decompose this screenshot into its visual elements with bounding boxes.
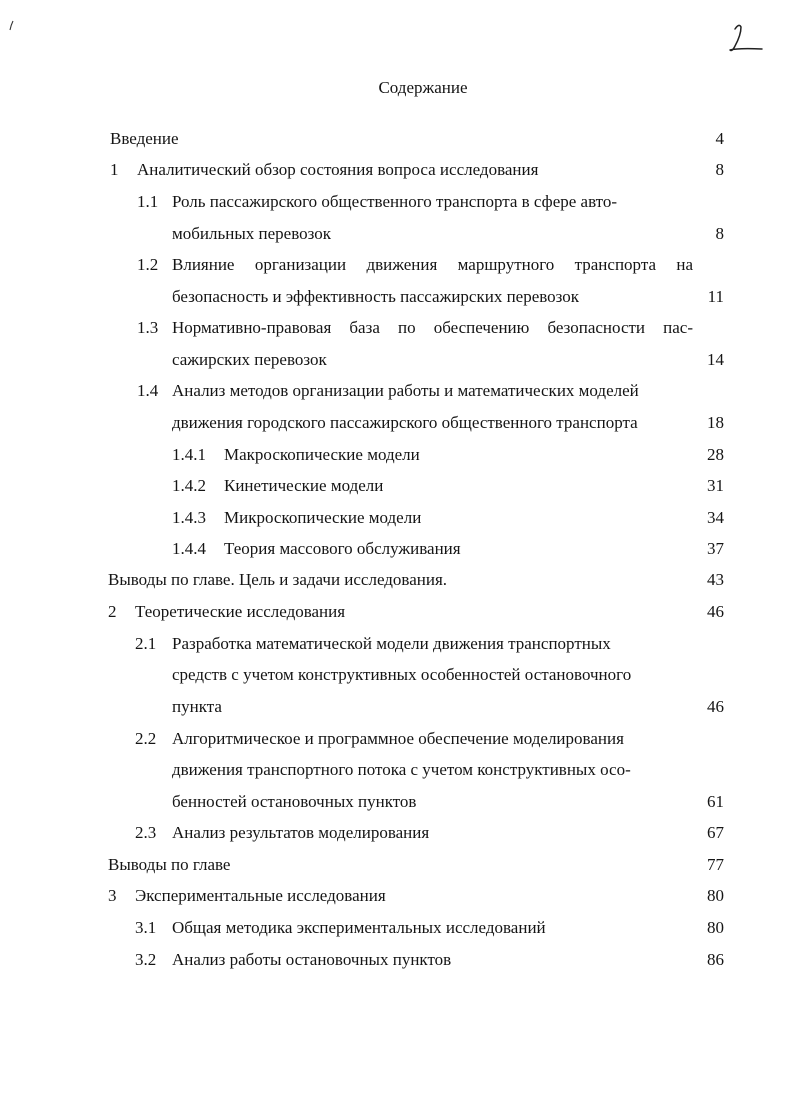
toc-entry-subsection-1-4-2 <box>0 474 798 498</box>
entry-page-number: 86 <box>707 950 724 969</box>
entry-title-line-3: бенностей остановочных пунктов <box>172 792 417 811</box>
entry-page-number: 61 <box>707 792 724 811</box>
toc-entry-section-1-1-continued <box>0 222 798 246</box>
toc-entry-section-2-2-continued-2 <box>0 790 798 814</box>
entry-title: Экспериментальные исследования <box>135 886 386 905</box>
entry-page-number: 77 <box>707 855 724 874</box>
entry-number: 2.2 <box>135 729 157 748</box>
entry-page-number: 37 <box>707 539 724 558</box>
toc-title: Содержание <box>378 78 468 97</box>
entry-page-number: 8 <box>715 224 724 243</box>
entry-page-number: 28 <box>707 445 724 464</box>
toc-entry-introduction <box>0 127 798 151</box>
entry-number: 2 <box>108 602 117 621</box>
entry-number: 1.2 <box>137 255 159 274</box>
entry-number: 1.4 <box>137 381 159 400</box>
toc-entry-section-1-3-continued <box>0 348 798 372</box>
entry-page-number: 46 <box>707 697 724 716</box>
toc-entry-section-1-4-continued <box>0 411 798 435</box>
toc-entry-section-2-1-continued-2 <box>0 695 798 719</box>
entry-title-line-1: Анализ методов организации работы и математических моделей <box>172 381 639 400</box>
toc-entry-section-2-1-continued <box>0 663 798 687</box>
entry-title: Общая методика экспериментальных исследований <box>172 918 546 937</box>
entry-title-line-2: движения городского пассажирского общественного транспорта <box>172 413 638 432</box>
entry-number: 1.4.2 <box>172 476 206 495</box>
scan-speck-mark <box>8 20 16 32</box>
entry-number: 1 <box>110 160 119 179</box>
entry-title-line-1: Алгоритмическое и программное обеспечение моделирования <box>172 729 624 748</box>
toc-entry-subsection-1-4-1 <box>0 443 798 467</box>
toc-entry-section-2-2 <box>0 727 798 751</box>
entry-title: Теоретические исследования <box>135 602 346 621</box>
entry-title: Выводы по главе. Цель и задачи исследования. <box>108 570 448 589</box>
toc-entry-chapter-2 <box>0 600 798 624</box>
toc-entry-section-1-4 <box>0 379 798 403</box>
entry-title-line-2: безопасность и эффективность пассажирских перевозок <box>172 287 580 306</box>
toc-entry-subsection-1-4-3 <box>0 506 798 530</box>
entry-page-number: 4 <box>715 129 724 148</box>
entry-title-line-2: сажирских перевозок <box>172 350 327 369</box>
entry-title-line-1: Разработка математической модели движения транспортных <box>172 634 611 653</box>
entry-number: 3.1 <box>135 918 157 937</box>
entry-page-number: 31 <box>707 476 724 495</box>
entry-page-number: 8 <box>715 160 724 179</box>
entry-title-line-2: средств с учетом конструктивных особенностей остановочного <box>172 665 632 684</box>
toc-entry-chapter-3 <box>0 884 798 908</box>
entry-page-number: 43 <box>707 570 724 589</box>
entry-number: 1.4.4 <box>172 539 206 558</box>
entry-page-number: 46 <box>707 602 724 621</box>
entry-page-number: 11 <box>707 287 724 306</box>
toc-entry-section-1-3 <box>0 316 798 340</box>
entry-page-number: 67 <box>707 823 724 842</box>
toc-entry-section-1-2 <box>0 253 798 277</box>
entry-title: Макроскопические модели <box>224 445 420 464</box>
entry-number: 1.1 <box>137 192 159 211</box>
entry-page-number: 80 <box>707 918 724 937</box>
toc-entry-section-3-1 <box>0 916 798 940</box>
entry-title-line-3: пункта <box>172 697 222 716</box>
entry-title-line-1: Роль пассажирского общественного транспорта в сфере авто- <box>172 192 618 211</box>
toc-entry-section-2-3 <box>0 821 798 845</box>
entry-title: Анализ работы остановочных пунктов <box>172 950 452 969</box>
entry-title: Введение <box>110 129 179 148</box>
entry-number: 2.1 <box>135 634 157 653</box>
entry-number: 2.3 <box>135 823 157 842</box>
toc-entry-conclusions-chapter-1 <box>0 568 798 592</box>
toc-entry-section-2-2-continued <box>0 758 798 782</box>
toc-entry-section-2-1 <box>0 632 798 656</box>
toc-entry-subsection-1-4-4 <box>0 537 798 561</box>
entry-page-number: 18 <box>707 413 724 432</box>
toc-entry-conclusions-chapter-2 <box>0 853 798 877</box>
entry-title-line-2: движения транспортного потока с учетом конструктивных осо- <box>172 760 631 779</box>
entry-title: Аналитический обзор состояния вопроса исследования <box>137 160 539 179</box>
entry-title: Кинетические модели <box>224 476 384 495</box>
entry-title-line-2: мобильных перевозок <box>172 224 331 243</box>
entry-page-number: 34 <box>707 508 724 527</box>
entry-page-number: 80 <box>707 886 724 905</box>
entry-title: Микроскопические модели <box>224 508 422 527</box>
toc-entry-section-3-2 <box>0 948 798 972</box>
entry-number: 3.2 <box>135 950 157 969</box>
entry-number: 1.4.3 <box>172 508 206 527</box>
entry-number: 1.4.1 <box>172 445 206 464</box>
entry-number: 1.3 <box>137 318 159 337</box>
entry-title-line-1: Нормативно-правовая база по обеспечению безопасности пас- <box>172 318 693 337</box>
handwritten-page-number-mark <box>726 22 766 56</box>
entry-page-number: 14 <box>707 350 724 369</box>
entry-number: 3 <box>108 886 117 905</box>
toc-entry-chapter-1 <box>0 158 798 182</box>
toc-entry-section-1-1 <box>0 190 798 214</box>
entry-title: Анализ результатов моделирования <box>172 823 430 842</box>
entry-title: Выводы по главе <box>108 855 231 874</box>
entry-title-line-1: Влияние организации движения маршрутного транспорта на <box>172 255 693 274</box>
entry-title: Теория массового обслуживания <box>224 539 461 558</box>
toc-entry-section-1-2-continued <box>0 285 798 309</box>
